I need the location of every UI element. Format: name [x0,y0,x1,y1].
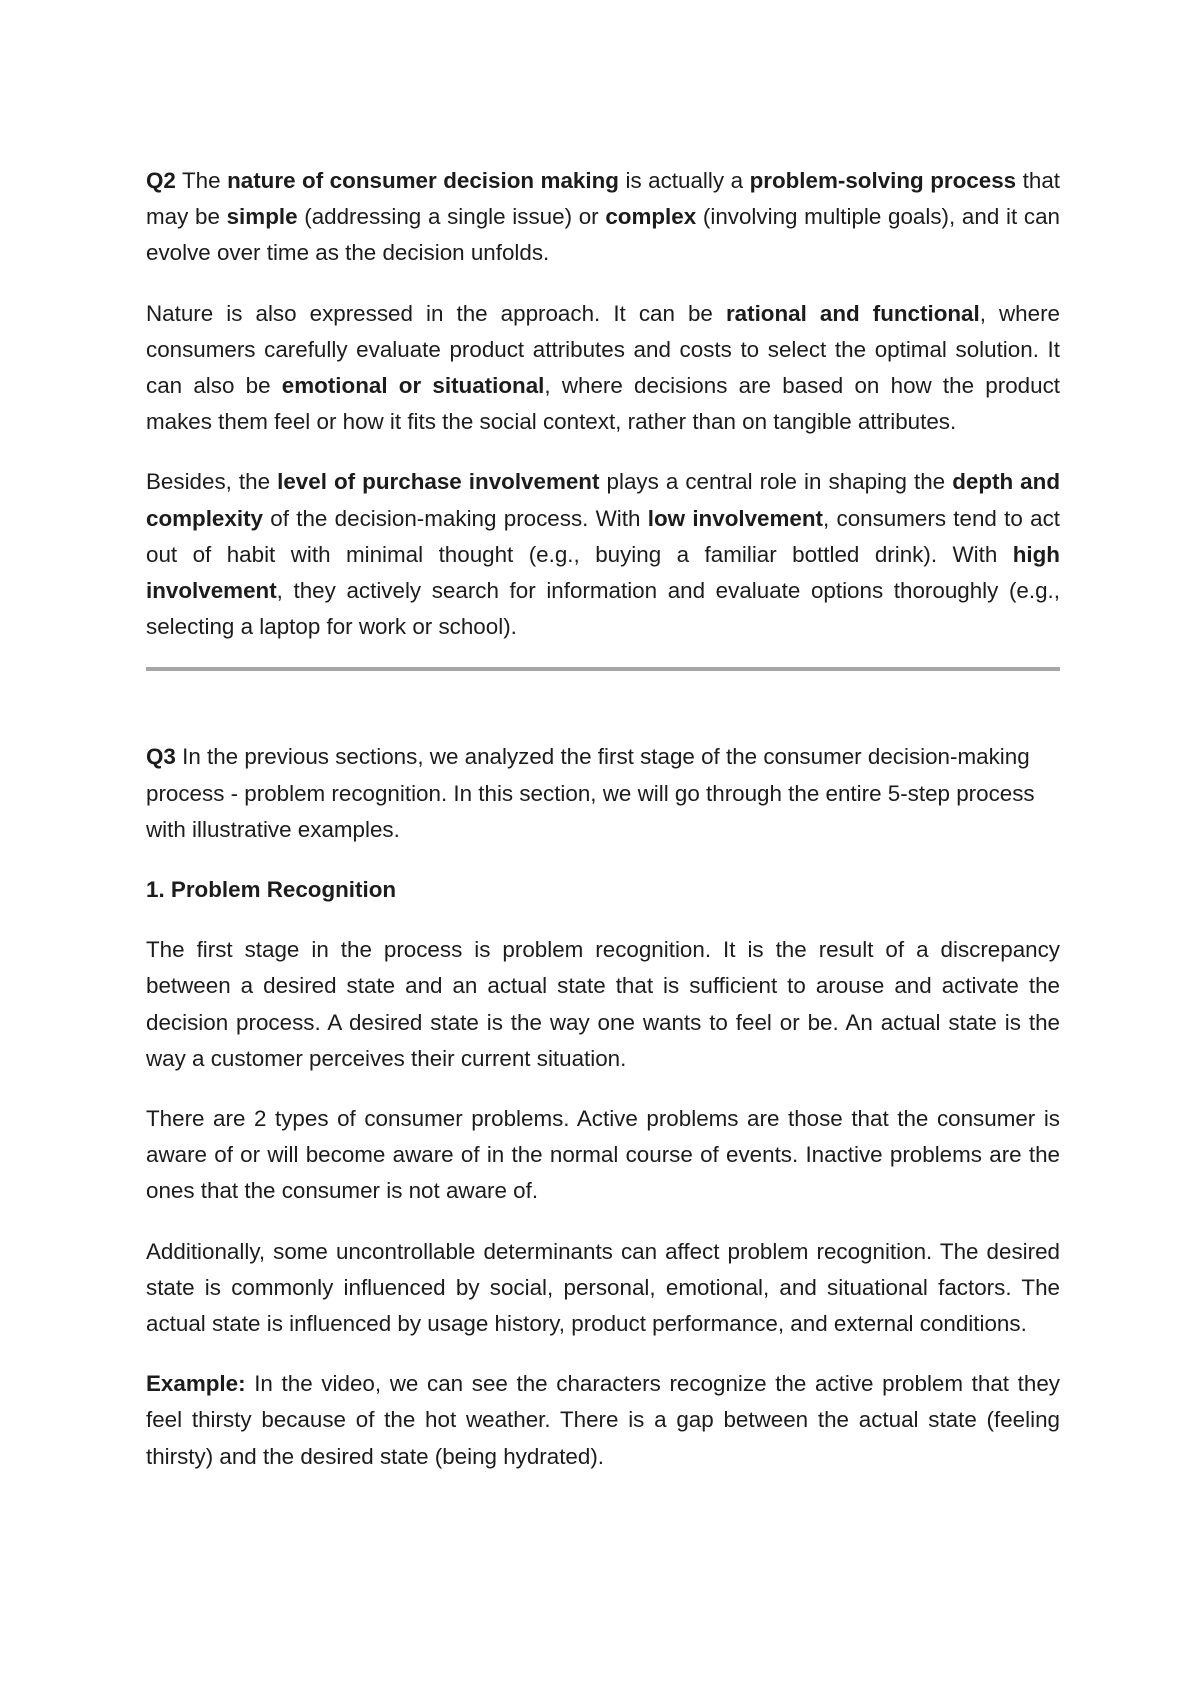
text-segment: (involving multiple goals), and it can evolve over time as the decision unfolds. [146,204,1060,266]
q2-paragraph-2 [146,296,1060,441]
text-segment: , they actively search for information and evaluate options thoroughly (e.g., selecting a laptop for work or school). [146,578,1060,640]
text-segment: , where consumers carefully evaluate product attributes and costs to select the optimal solution. It can also be [146,300,1060,399]
text-segment: that may be [146,168,1060,230]
q2-paragraph-3 [146,464,1060,645]
text-segment: The [175,168,228,193]
text-segment: In the previous sections, we analyzed the first stage of the consumer decision-making process - problem recognition. In this section, we will go through the entire 5-step process with illustrative examples. [146,744,1035,842]
bold-text-segment: Example: [146,1371,246,1397]
text-segment: Nature is also expressed in the approach. It can be [146,300,726,326]
bold-text-segment: Q2 [146,168,176,193]
q3-paragraph-1: The first stage in the process is problem recognition. It is the result of a discrepancy between a desired state and an actual state that is sufficient to arouse and activate the decision process. A desired state is the way one wants to feel or be. An actual state is the way a customer perceives their current situation. [146,937,1060,1071]
q3-paragraph-2: There are 2 types of consumer problems. Active problems are those that the consumer is aware of or will become aware of in the normal course of events. Inactive problems are the ones that the consumer is not aware of. [146,1106,1060,1204]
q2-paragraph-1 [146,163,1060,272]
divider-spacing [146,671,1060,739]
text-segment: plays a central role in shaping the [599,469,953,495]
bold-text-segment: emotional or situational [281,373,545,399]
bold-text-segment: Q3 [146,744,176,770]
bold-text-segment: problem-solving process [749,168,1017,193]
text-segment: of the decision-making process. With [262,505,648,531]
document-page [146,163,1060,1499]
text-segment: , consumers tend to act out of habit with minimal thought (e.g., buying a familiar bottled drink). With [146,505,1061,567]
section-heading-problem-recognition: 1. Problem Recognition [146,877,397,903]
bold-text-segment: depth and complexity [146,469,1060,531]
text-segment: In the video, we can see the characters recognize the active problem that they feel thirsty because of the hot weather. There is a gap between the actual state (feeling thirsty) and the desired state (being hydrated). [146,1371,1060,1469]
q3-example-paragraph [146,1366,1060,1475]
text-segment: (addressing a single issue) or [297,204,606,230]
bold-text-segment: low involvement [647,505,823,531]
bold-text-segment: rational and functional [725,300,980,326]
q3-paragraph-3: Additionally, some uncontrollable determinants can affect problem recognition. The desired state is commonly influenced by social, personal, emotional, and situational factors. The actual state is influenced by usage history, product performance, and external conditions. [146,1238,1060,1337]
bold-text-segment: nature of consumer decision making [227,168,619,193]
q3-intro-paragraph [146,739,1060,848]
text-segment: , where decisions are based on how the product makes them feel or how it fits the social context, rather than on tangible attributes. [146,373,1060,435]
bold-text-segment: level of purchase involvement [277,469,600,495]
text-segment: is actually a [618,168,750,193]
text-segment: Besides, the [146,469,278,495]
bold-text-segment: complex [605,204,697,230]
bold-text-segment: high involvement [146,541,1060,604]
bold-text-segment: simple [226,204,298,230]
